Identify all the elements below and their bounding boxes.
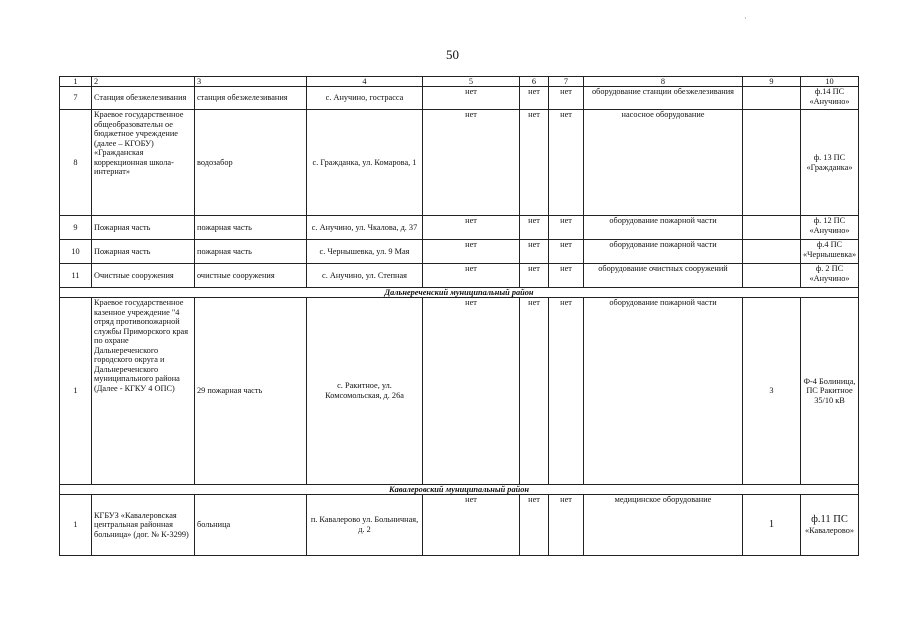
object-type: больница <box>195 495 307 556</box>
object-type: пожарная часть <box>195 216 307 240</box>
feeder: ф.14 ПС «Анучино» <box>801 87 859 110</box>
equipment: оборудование пожарной части <box>584 240 743 264</box>
equipment: насосное оборудование <box>584 110 743 216</box>
header-row <box>60 77 859 87</box>
cell-col7: нет <box>549 216 584 240</box>
cell-col7: нет <box>549 240 584 264</box>
cell-col6: нет <box>520 495 549 556</box>
object-address: с. Гражданка, ул. Комарова, 1 <box>307 110 423 216</box>
object-address: с. Чернышевка, ул. 9 Мая <box>307 240 423 264</box>
cell-col9 <box>743 110 801 216</box>
cell-col9 <box>743 264 801 288</box>
feeder: ф.4 ПС «Чернышевка» <box>801 240 859 264</box>
row-number: 7 <box>60 87 92 110</box>
table-row <box>60 264 859 288</box>
cell-col6: нет <box>520 216 549 240</box>
feeder: ф. 13 ПС «Гражданка» <box>801 110 859 216</box>
feeder-top: ф.11 ПС <box>811 514 848 526</box>
object-type: очистные сооружения <box>195 264 307 288</box>
cell-col5: нет <box>423 216 520 240</box>
object-type: станция обезжелезивания <box>195 87 307 110</box>
table-row <box>60 110 859 216</box>
cell-col5: нет <box>423 298 520 485</box>
cell-col5: нет <box>423 264 520 288</box>
cell-col5: нет <box>423 110 520 216</box>
object-name: Станция обезжелезивания <box>92 87 195 110</box>
object-name: Очистные сооружения <box>92 264 195 288</box>
feeder <box>801 495 859 556</box>
object-name: Пожарная часть <box>92 240 195 264</box>
object-name: Краевое государственное казенное учреждение "4 отряд противопожарной службы Приморского края по охране Дальнереченского городского округа и Дальнереченского муниципального района (Далее - КГКУ 4 ОПС) <box>92 298 195 485</box>
feeder-bottom: «Кавалерово» <box>804 526 855 536</box>
equipment: оборудование пожарной части <box>584 298 743 485</box>
object-address: с. Анучино, гострасса <box>307 87 423 110</box>
object-name: Краевое государственное общеобразовательн ое бюджетное учреждение (далее – КГОБУ) «Гражданская коррекционная школа-интернат» <box>92 110 195 216</box>
object-address: п. Кавалерово ул. Больничная, д. 2 <box>307 495 423 556</box>
col-header-1: 1 <box>60 77 92 87</box>
cell-col9 <box>743 240 801 264</box>
object-address: с. Ракитное, ул. Комсомольская, д. 26а <box>307 298 423 485</box>
cell-col5: нет <box>423 495 520 556</box>
cell-col9 <box>743 216 801 240</box>
object-name: Пожарная часть <box>92 216 195 240</box>
cell-col9: 1 <box>743 495 801 556</box>
row-number: 8 <box>60 110 92 216</box>
equipment: оборудование очистных сооружений <box>584 264 743 288</box>
cell-col7: нет <box>549 495 584 556</box>
object-name: КГБУЗ «Кавалеровская центральная районная больница» (дог. № К-3299) <box>92 495 195 556</box>
cell-col6: нет <box>520 264 549 288</box>
equipment: медицинское оборудование <box>584 495 743 556</box>
object-type: пожарная часть <box>195 240 307 264</box>
cell-col7: нет <box>549 87 584 110</box>
feeder: ф. 12 ПС «Анучино» <box>801 216 859 240</box>
corner-mark: · <box>744 14 747 23</box>
row-number: 9 <box>60 216 92 240</box>
equipment: оборудование станции обезжелезивания <box>584 87 743 110</box>
table-row <box>60 495 859 556</box>
object-type: водозабор <box>195 110 307 216</box>
feeder: Ф-4 Болиница, ПС Ракитное 35/10 кВ <box>801 298 859 485</box>
cell-col6: нет <box>520 110 549 216</box>
feeder: ф. 2 ПС «Анучино» <box>801 264 859 288</box>
col-header-4: 4 <box>307 77 423 87</box>
row-number: 1 <box>60 298 92 485</box>
cell-col5: нет <box>423 240 520 264</box>
section-title: Кавалеровский муниципальный район <box>60 485 859 495</box>
col-header-6: 6 <box>520 77 549 87</box>
row-number: 1 <box>60 495 92 556</box>
object-type: 29 пожарная часть <box>195 298 307 485</box>
cell-col7: нет <box>549 264 584 288</box>
object-address: с. Анучино, ул. Степная <box>307 264 423 288</box>
table-row <box>60 240 859 264</box>
cell-col9 <box>743 87 801 110</box>
cell-col6: нет <box>520 298 549 485</box>
row-number: 10 <box>60 240 92 264</box>
page-number: 50 <box>446 47 459 62</box>
object-address: с. Анучино, ул. Чкалова, д. 37 <box>307 216 423 240</box>
col-header-2: 2 <box>92 77 195 87</box>
section-row <box>60 288 859 298</box>
table-row <box>60 216 859 240</box>
col-header-5: 5 <box>423 77 520 87</box>
col-header-9: 9 <box>743 77 801 87</box>
col-header-3: 3 <box>195 77 307 87</box>
col-header-10: 10 <box>801 77 859 87</box>
cell-col7: нет <box>549 298 584 485</box>
section-title: Дальнереченский муниципальный район <box>60 288 859 298</box>
table-row <box>60 298 859 485</box>
cell-col9: 3 <box>743 298 801 485</box>
cell-col6: нет <box>520 87 549 110</box>
col-header-7: 7 <box>549 77 584 87</box>
cell-col7: нет <box>549 110 584 216</box>
cell-col5: нет <box>423 87 520 110</box>
row-number: 11 <box>60 264 92 288</box>
equipment: оборудование пожарной части <box>584 216 743 240</box>
equipment-table <box>59 76 859 556</box>
cell-col6: нет <box>520 240 549 264</box>
section-row <box>60 485 859 495</box>
col-header-8: 8 <box>584 77 743 87</box>
table-row <box>60 87 859 110</box>
